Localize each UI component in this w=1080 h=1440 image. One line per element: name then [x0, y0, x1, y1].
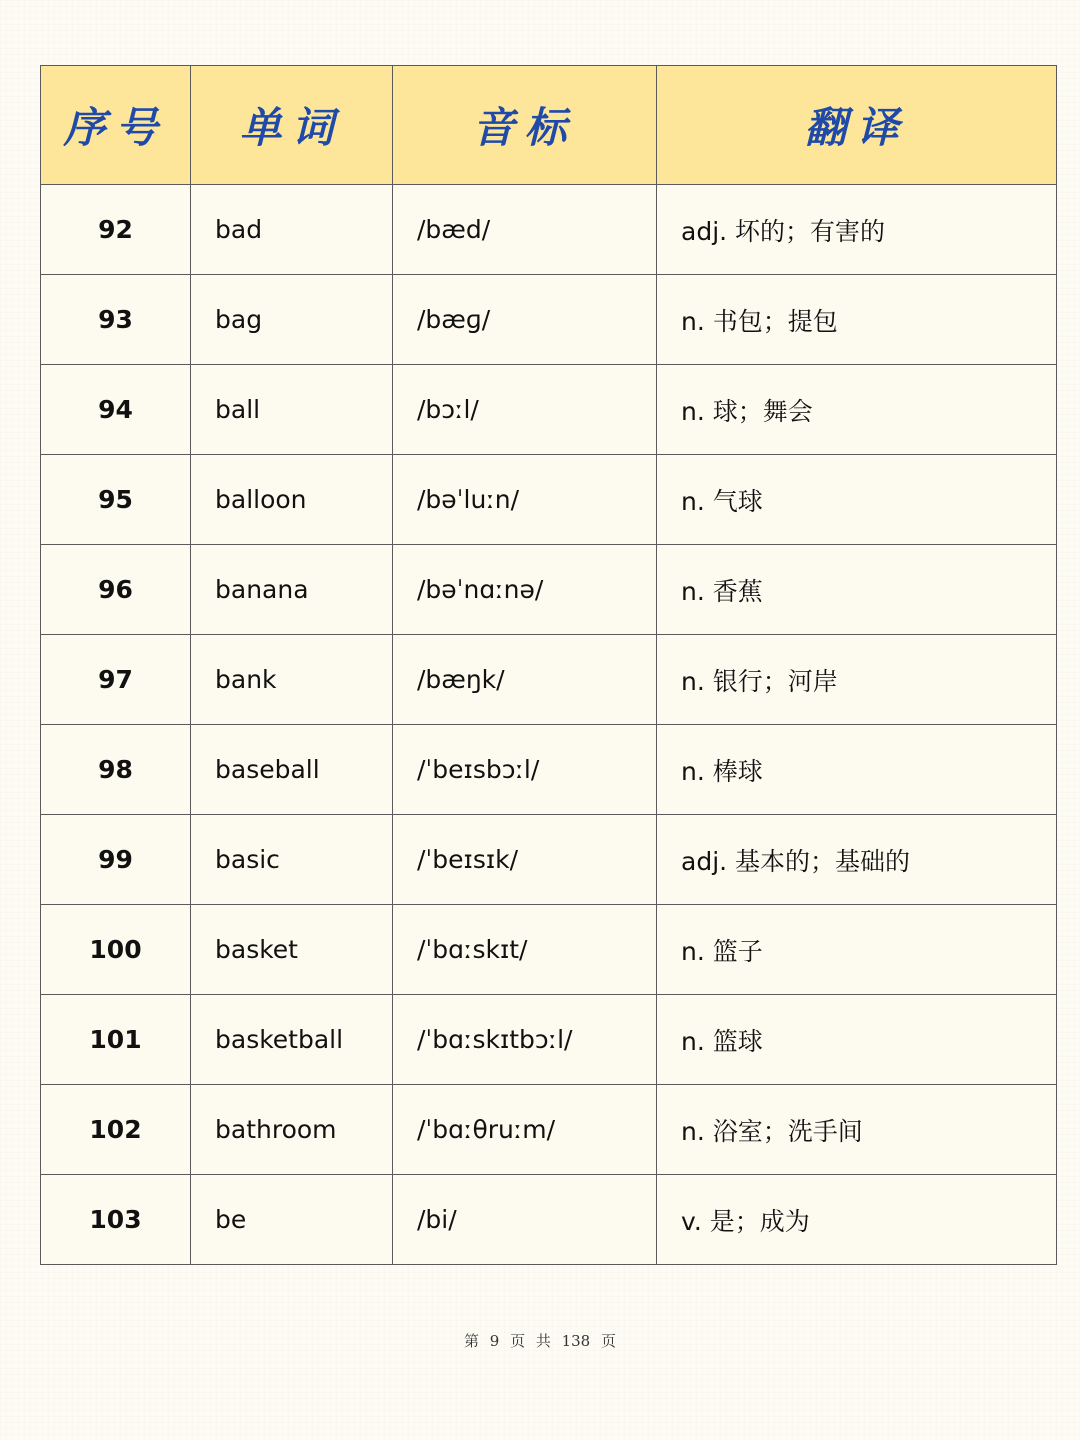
- row-word: bad: [191, 185, 393, 275]
- row-word: basket: [191, 905, 393, 995]
- row-word: bank: [191, 635, 393, 725]
- row-word: be: [191, 1175, 393, 1265]
- row-phonetic: /bæŋk/: [393, 635, 657, 725]
- row-word: banana: [191, 545, 393, 635]
- row-translation: n. 浴室；洗手间: [657, 1085, 1057, 1175]
- table-row: [41, 725, 1057, 815]
- row-number: 94: [41, 365, 191, 455]
- row-phonetic: /ˈbɑːθruːm/: [393, 1085, 657, 1175]
- row-phonetic: /ˈbɑːskɪt/: [393, 905, 657, 995]
- table-row: [41, 905, 1057, 995]
- row-number: 97: [41, 635, 191, 725]
- vocabulary-table: [40, 65, 1057, 1265]
- row-translation: n. 篮球: [657, 995, 1057, 1085]
- table-row: [41, 815, 1057, 905]
- row-phonetic: /bi/: [393, 1175, 657, 1265]
- row-number: 103: [41, 1175, 191, 1265]
- row-translation: n. 气球: [657, 455, 1057, 545]
- row-translation: adj. 基本的；基础的: [657, 815, 1057, 905]
- row-word: basketball: [191, 995, 393, 1085]
- row-number: 102: [41, 1085, 191, 1175]
- header-number: 序号: [41, 66, 191, 185]
- row-word: ball: [191, 365, 393, 455]
- row-phonetic: /bæd/: [393, 185, 657, 275]
- row-phonetic: /bɔːl/: [393, 365, 657, 455]
- table-header-row: [41, 66, 1057, 185]
- row-translation: n. 球；舞会: [657, 365, 1057, 455]
- table-row: [41, 275, 1057, 365]
- row-number: 98: [41, 725, 191, 815]
- row-phonetic: /bəˈluːn/: [393, 455, 657, 545]
- row-translation: n. 香蕉: [657, 545, 1057, 635]
- row-phonetic: /ˈbeɪsbɔːl/: [393, 725, 657, 815]
- row-number: 100: [41, 905, 191, 995]
- row-word: baseball: [191, 725, 393, 815]
- row-number: 96: [41, 545, 191, 635]
- row-phonetic: /ˈbeɪsɪk/: [393, 815, 657, 905]
- header-word: 单词: [191, 66, 393, 185]
- row-translation: adj. 坏的；有害的: [657, 185, 1057, 275]
- row-translation: v. 是；成为: [657, 1175, 1057, 1265]
- row-phonetic: /ˈbɑːskɪtbɔːl/: [393, 995, 657, 1085]
- row-number: 92: [41, 185, 191, 275]
- row-phonetic: /bæɡ/: [393, 275, 657, 365]
- row-translation: n. 篮子: [657, 905, 1057, 995]
- table-row: [41, 1085, 1057, 1175]
- row-number: 101: [41, 995, 191, 1085]
- header-translation: 翻译: [657, 66, 1057, 185]
- row-word: bathroom: [191, 1085, 393, 1175]
- row-number: 95: [41, 455, 191, 545]
- table-row: [41, 1175, 1057, 1265]
- table-row: [41, 365, 1057, 455]
- table-row: [41, 635, 1057, 725]
- table-row: [41, 545, 1057, 635]
- row-translation: n. 书包；提包: [657, 275, 1057, 365]
- row-number: 99: [41, 815, 191, 905]
- row-word: bag: [191, 275, 393, 365]
- row-translation: n. 棒球: [657, 725, 1057, 815]
- row-phonetic: /bəˈnɑːnə/: [393, 545, 657, 635]
- table-row: [41, 185, 1057, 275]
- page-footer: 第 9 页 共 138 页: [463, 1332, 616, 1350]
- row-number: 93: [41, 275, 191, 365]
- row-word: basic: [191, 815, 393, 905]
- table-row: [41, 455, 1057, 545]
- header-phonetic: 音标: [393, 66, 657, 185]
- row-word: balloon: [191, 455, 393, 545]
- table-row: [41, 995, 1057, 1085]
- row-translation: n. 银行；河岸: [657, 635, 1057, 725]
